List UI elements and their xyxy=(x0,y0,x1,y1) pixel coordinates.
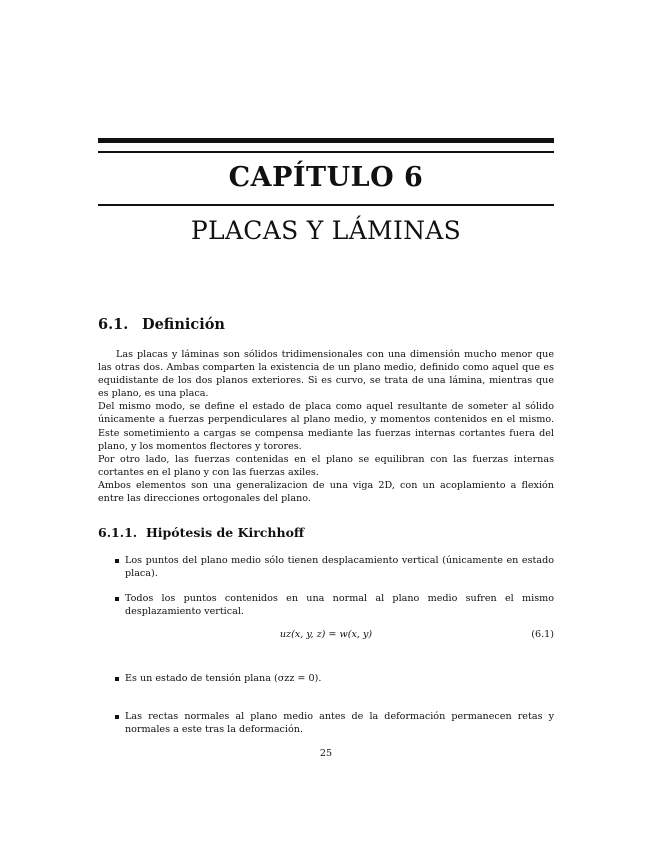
section-body xyxy=(98,348,554,505)
subsection-heading xyxy=(98,525,304,540)
equation-number: (6.1) xyxy=(531,629,554,640)
paragraph: Las placas y láminas son sólidos tridimensionales con una dimensión mucho menor que las otras dos. Ambas comparten la existencia de un plano medio, definido como aquel que es equidistante de los dos planos exteriores. Si es curvo, se trata de una lámina, mientras que es plano, es una placa. xyxy=(98,349,554,400)
chapter-title: PLACAS Y LÁMINAS xyxy=(190,216,462,245)
paragraph: Por otro lado, las fuerzas contenidas en el plano se equilibran con las fuerzas internas cortantes en el plano y con las fuerzas axiles. xyxy=(98,453,554,478)
chapter-label: CAPÍTULO 6 xyxy=(228,162,424,193)
list-item xyxy=(98,592,554,618)
chapter-rule-thin-bottom xyxy=(98,204,554,206)
list-item-text: Las rectas normales al plano medio antes de la deformación permanecen retas y normales a este tras la deformación. xyxy=(125,711,554,736)
bullet-marker xyxy=(115,597,119,601)
bullet-marker xyxy=(115,715,119,719)
bullet-marker xyxy=(115,559,119,563)
chapter-rule-thin-top xyxy=(98,151,554,153)
list-item xyxy=(98,554,554,580)
list-item-text: Es un estado de tensión plana (σzz = 0). xyxy=(125,673,322,684)
list-item xyxy=(98,710,554,736)
section-number: 6.1. xyxy=(98,316,129,333)
paragraph: Ambos elementos son una generalizacion de una viga 2D, con un acoplamiento a flexión entre las direcciones ortogonales del plano. xyxy=(98,479,554,505)
list-item xyxy=(98,672,554,685)
paragraph: Del mismo modo, se define el estado de placa como aquel resultante de someter al sólido únicamente a fuerzas perpendiculares al plano medio, y momentos contenidos en el mismo. Este sometimiento a cargas se compensa mediante las fuerzas internas cortantes fuera del plano, y los momentos flectores y torores. xyxy=(98,401,554,452)
section-heading xyxy=(98,316,225,333)
list-item-text: Los puntos del plano medio sólo tienen desplacamiento vertical (únicamente en estado placa). xyxy=(125,555,554,580)
subsection-number: 6.1.1. xyxy=(98,525,138,540)
subsection-title: Hipótesis de Kirchhoff xyxy=(146,525,305,540)
bullet-marker xyxy=(115,677,119,681)
chapter-rule-thick xyxy=(98,138,554,143)
list-item-text: Todos los puntos contenidos en una normal al plano medio sufren el mismo desplazamiento vertical. xyxy=(125,593,554,618)
page-number: 25 xyxy=(319,748,333,759)
section-title: Definición xyxy=(142,316,225,333)
equation-expression: uz(x, y, z) = w(x, y) xyxy=(279,629,373,640)
